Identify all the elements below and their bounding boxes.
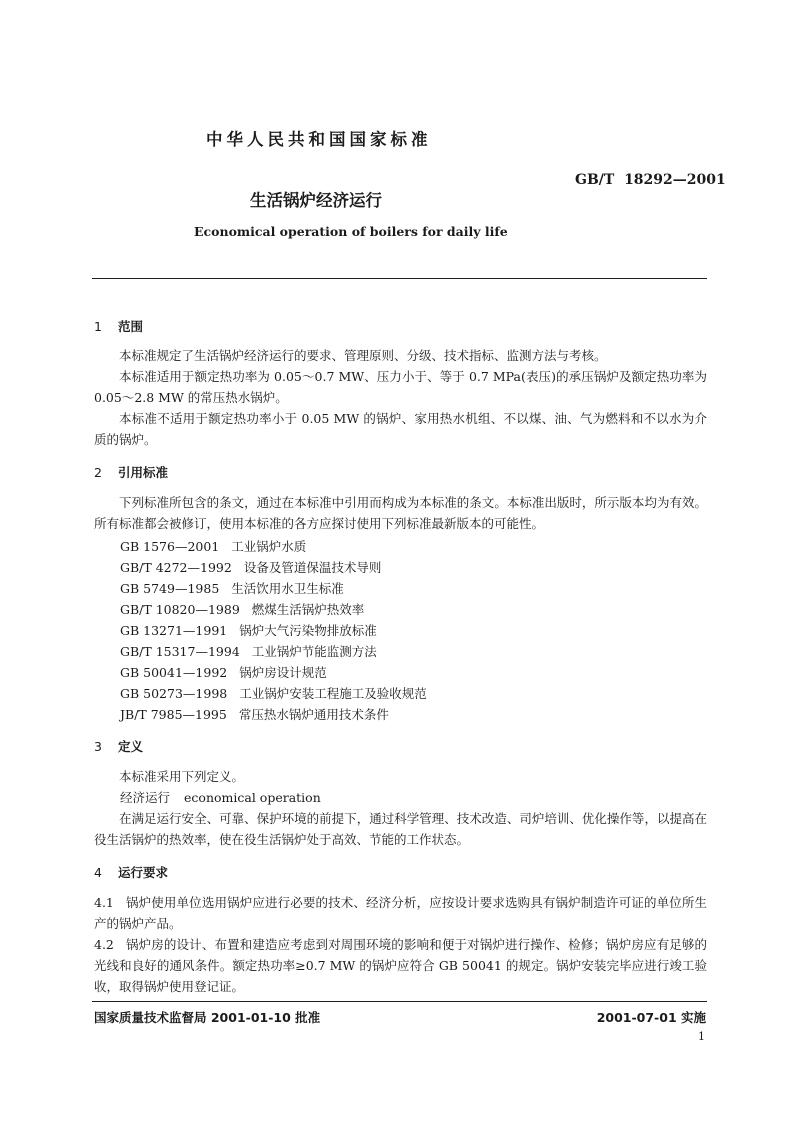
definition-term (120, 787, 321, 808)
reference-title: 工业锅炉安装工程施工及验收规范 (239, 686, 427, 701)
reference-title: 工业锅炉节能监测方法 (251, 644, 377, 659)
reference-item (120, 579, 344, 597)
footer-divider (92, 1001, 707, 1002)
section-3-paragraph-1: 本标准采用下列定义。 (119, 769, 245, 784)
reference-item (120, 621, 377, 639)
section-title: 运行要求 (118, 865, 169, 880)
term-cn: 经济运行 (120, 790, 171, 805)
document-title-en: Economical operation of boilers for daily life (194, 224, 508, 239)
org-title: 中华人民共和国国家标准 (206, 130, 432, 149)
reference-code: GB 13271—1991 (120, 623, 228, 638)
reference-title: 生活饮用水卫生标准 (231, 581, 344, 596)
page-number: 1 (698, 1030, 705, 1043)
section-3-heading (94, 737, 143, 755)
section-1-paragraph-3: 本标准不适用于额定热功率小于 0.05 MW 的锅炉、家用热水机组、不以煤、油、气为燃料和不以水为介质的锅炉。 (94, 411, 707, 447)
reference-item (120, 600, 364, 618)
reference-item (120, 558, 381, 576)
clause-4-2 (94, 934, 707, 997)
section-1-heading (94, 317, 143, 335)
term-en: economical operation (184, 790, 321, 805)
section-2-paragraph-1: 下列标准所包含的条文，通过在本标准中引用而构成为本标准的条文。本标准出版时，所示版本均为有效。所有标准都会被修订，使用本标准的各方应探讨使用下列标准最新版本的可能性。 (94, 495, 707, 531)
reference-code: GB 1576—2001 (120, 539, 220, 554)
reference-code: GB 50041—1992 (120, 665, 228, 680)
section-number: 3 (94, 739, 102, 754)
header-divider (92, 278, 707, 279)
section-4-heading (94, 863, 168, 881)
section-number: 4 (94, 865, 102, 880)
standard-number: GB/T 18292—2001 (575, 172, 726, 188)
section-1-paragraph-1: 本标准规定了生活锅炉经济运行的要求、管理原则、分级、技术指标、监测方法与考核。 (119, 348, 607, 363)
clause-text: 锅炉房的设计、布置和建造应考虑到对周围环境的影响和便于对锅炉进行操作、检修；锅炉房应有足够的光线和良好的通风条件。额定热功率≥0.7 MW 的锅炉应符合 GB 50041 的规定。锅炉安装完毕应进行竣工验收，取得锅炉使用登记证。 (94, 937, 707, 994)
reference-code: GB/T 4272—1992 (120, 560, 232, 575)
document-title-cn: 生活锅炉经济运行 (250, 191, 382, 210)
section-title: 引用标准 (118, 465, 169, 480)
reference-title: 锅炉大气污染物排放标准 (239, 623, 377, 638)
reference-item (120, 537, 306, 555)
clause-4-1 (94, 892, 707, 934)
section-number: 1 (94, 319, 102, 334)
reference-title: 设备及管道保温技术导则 (243, 560, 382, 575)
clause-number: 4.2 (94, 937, 114, 952)
implementation-date: 2001-07-01 实施 (596, 1010, 706, 1025)
reference-item (120, 684, 427, 702)
clause-number: 4.1 (94, 895, 114, 910)
reference-title: 工业锅炉水质 (231, 539, 307, 554)
reference-item (120, 663, 327, 681)
section-number: 2 (94, 465, 102, 480)
section-title: 定义 (118, 739, 144, 754)
reference-code: GB 50273—1998 (120, 686, 228, 701)
reference-title: 燃煤生活锅炉热效率 (251, 602, 365, 617)
reference-title: 锅炉房设计规范 (239, 665, 327, 680)
reference-code: JB/T 7985—1995 (120, 707, 227, 722)
reference-code: GB 5749—1985 (120, 581, 220, 596)
reference-item (120, 642, 377, 660)
reference-code: GB/T 15317—1994 (120, 644, 240, 659)
section-1-paragraph-2: 本标准适用于额定热功率为 0.05～0.7 MW、压力小于、等于 0.7 MPa(表压)的承压锅炉及额定热功率为 0.05～2.8 MW 的常压热水锅炉。 (94, 369, 707, 405)
section-2-heading (94, 463, 168, 481)
reference-item (120, 705, 389, 723)
clause-text: 锅炉使用单位选用锅炉应进行必要的技术、经济分析，应按设计要求选购具有锅炉制造许可证的单位所生产的锅炉产品。 (94, 895, 707, 931)
approval-note: 国家质量技术监督局 2001-01-10 批准 (94, 1010, 321, 1025)
reference-code: GB/T 10820—1989 (120, 602, 240, 617)
definition-text: 在满足运行安全、可靠、保护环境的前提下，通过科学管理、技术改造、司炉培训、优化操作等，以提高在役生活锅炉的热效率，使在役生活锅炉处于高效、节能的工作状态。 (94, 811, 707, 847)
section-title: 范围 (118, 319, 144, 334)
reference-title: 常压热水锅炉通用技术条件 (238, 707, 389, 722)
